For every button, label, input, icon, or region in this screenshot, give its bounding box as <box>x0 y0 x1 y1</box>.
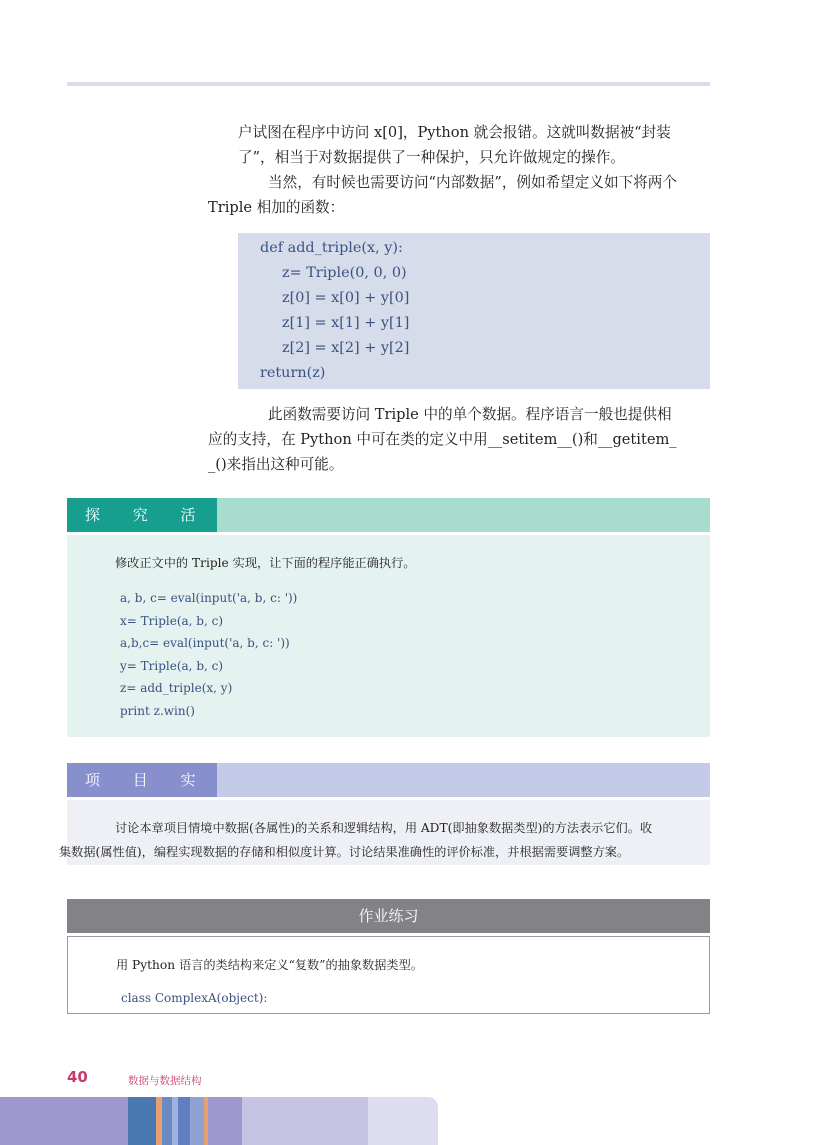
explore-code-line: a,b,c= eval(input('a, b, c: ')) <box>120 636 290 650</box>
p1-line-2: 了”，相当于对数据提供了一种保护，只允许做规定的操作。 <box>238 149 625 166</box>
explore-panel <box>67 535 710 737</box>
code-line: def add_triple(x, y): <box>260 240 403 256</box>
book-title: 数据与数据结构 <box>128 1075 202 1087</box>
body-paragraph-2 <box>208 170 710 220</box>
project-text <box>59 816 697 864</box>
explore-code-line: a, b, c= eval(input('a, b, c: ')) <box>120 591 298 605</box>
code-line: z= Triple(0, 0, 0) <box>282 265 407 281</box>
homework-title: 作业练习 <box>67 899 710 933</box>
body-paragraph-3 <box>208 402 710 477</box>
code-line: return(z) <box>260 365 326 381</box>
p3-line-3: _()来指出这种可能。 <box>208 456 344 473</box>
homework-code: class ComplexA(object): <box>121 991 268 1005</box>
explore-code-line: z= add_triple(x, y) <box>120 681 233 695</box>
project-header-bar <box>217 763 710 797</box>
p3-line-1: 此函数需要访问 Triple 中的单个数据。程序语言一般也提供相 <box>268 406 672 423</box>
top-rule <box>67 82 710 86</box>
body-paragraph-1 <box>238 120 710 170</box>
p2-line-2: Triple 相加的函数： <box>208 199 345 216</box>
explore-code-line: print z.win() <box>120 704 195 718</box>
project-line-2: 集数据(属性值)，编程实现数据的存储和相似度计算。讨论结果准确性的评价标准，并根据需要调整方案。 <box>59 845 630 859</box>
explore-intro: 修改正文中的 Triple 实现，让下面的程序能正确执行。 <box>115 556 416 570</box>
code-line: z[1] = x[1] + y[1] <box>282 315 410 331</box>
project-panel <box>59 800 710 865</box>
code-line: z[0] = x[0] + y[0] <box>282 290 410 306</box>
explore-code-line: y= Triple(a, b, c) <box>120 659 224 673</box>
p1-line-1: 户试图在程序中访问 x[0]，Python 就会报错。这就叫数据被“封装 <box>238 124 671 141</box>
code-line: z[2] = x[2] + y[2] <box>282 340 410 356</box>
p3-line-2: 应的支持，在 Python 中可在类的定义中用__setitem__()和__getitem_ <box>208 431 677 448</box>
homework-text: 用 Python 语言的类结构来定义“复数”的抽象数据类型。 <box>116 958 423 972</box>
project-line-1: 讨论本章项目情境中数据(各属性)的关系和逻辑结构，用 ADT(即抽象数据类型)的方法表示它们。收 <box>115 821 653 835</box>
homework-box <box>67 936 710 1014</box>
page-number: 40 <box>67 1068 88 1086</box>
explore-code-line: x= Triple(a, b, c) <box>120 614 224 628</box>
project-header <box>67 763 710 797</box>
explore-header-bar <box>217 498 710 532</box>
p2-line-1: 当然，有时候也需要访问“内部数据”，例如希望定义如下将两个 <box>268 174 677 191</box>
project-title: 项 目 实 <box>67 763 217 797</box>
explore-title: 探 究 活 <box>67 498 217 532</box>
code-block <box>238 233 710 389</box>
explore-header <box>67 498 710 532</box>
